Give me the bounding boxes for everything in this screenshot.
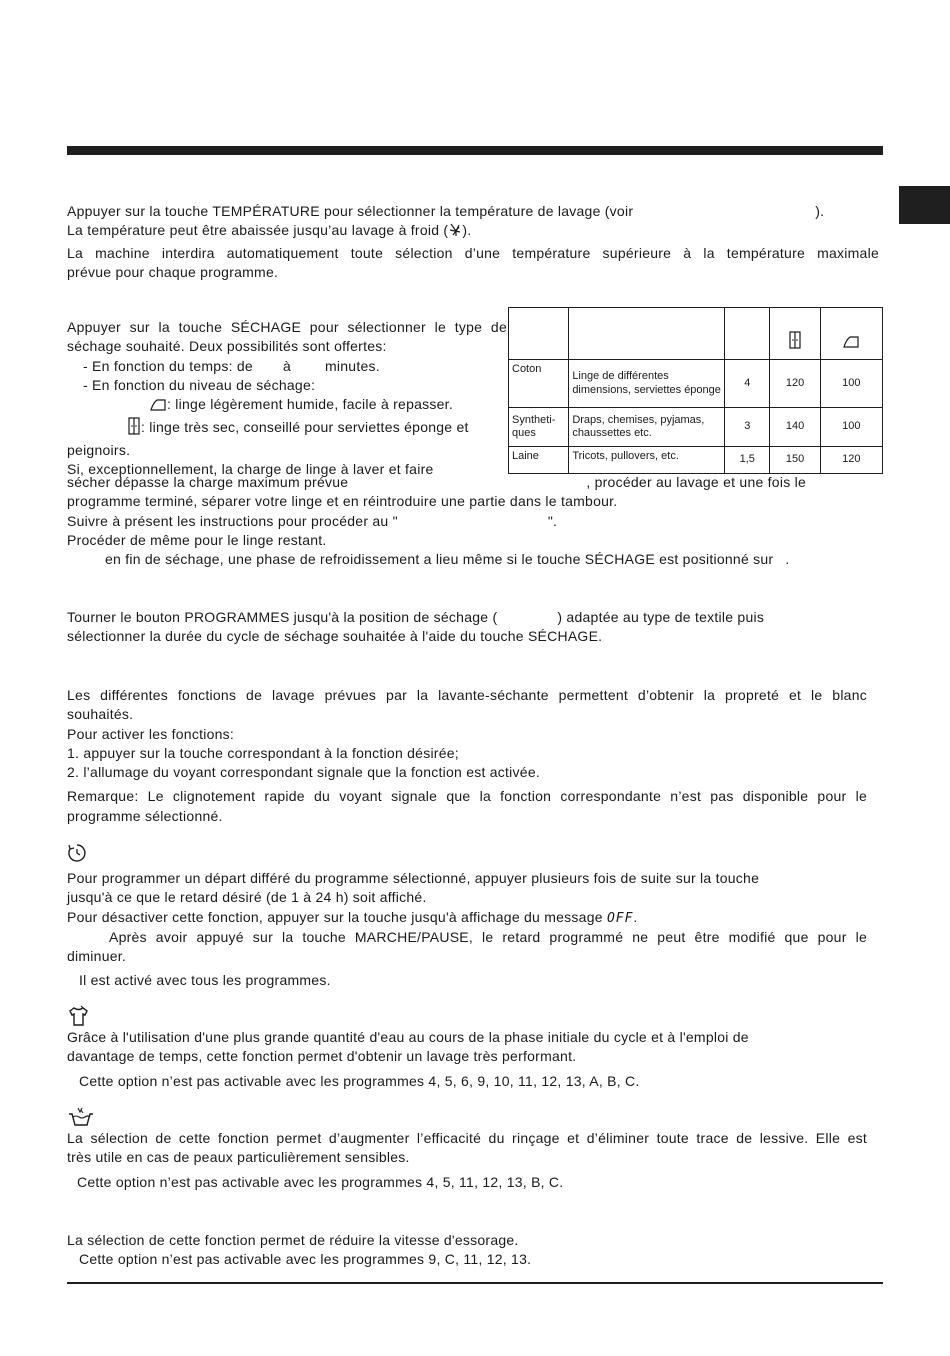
dry-only-line-2: sélectionner la durée du cycle de séchage souhaitée à l'aide du touche SÉCHAGE. xyxy=(67,628,603,645)
super-wash-section xyxy=(67,1028,867,1091)
fabric-cell: Syntheti-ques xyxy=(509,408,569,447)
header-rule xyxy=(67,146,883,155)
table-row xyxy=(509,447,883,474)
spin-section xyxy=(67,1231,867,1270)
drying-line-1: Appuyer sur la touche SÉCHAGE pour sélectionner le type de xyxy=(67,319,507,335)
drying-excess-line-2: sécher dépasse la charge maximum prévue , procéder au lavage et une fois le xyxy=(67,474,806,490)
load-cell: 3 xyxy=(725,408,770,447)
functions-line-1: Les différentes fonctions de lavage prévues par la lavante-séchante permettent d’obtenir la propreté et le blanc xyxy=(67,687,867,703)
header-cell xyxy=(509,308,569,360)
language-tab-marker xyxy=(899,186,950,224)
drying-option-level: - En fonction du niveau de séchage: xyxy=(83,376,316,393)
extra-rinse-section xyxy=(67,1129,867,1192)
header-cell xyxy=(569,308,725,360)
fabric-cell: Coton xyxy=(509,360,569,408)
delay-line-4: Après avoir appuyé sur la touche MARCHE/PAUSE, le retard programmé ne peut être modifié que pour le xyxy=(109,928,867,945)
cold-wash-icon xyxy=(448,223,462,243)
drying-section xyxy=(67,318,507,479)
delay-line-3: Pour désactiver cette fonction, appuyer sur la touche jusqu'à affichage du message OFF. xyxy=(67,908,638,926)
drying-note-line: en fin de séchage, une phase de refroidissement a lieu même si le touche SÉCHAGE est positionné sur . xyxy=(105,551,790,568)
functions-step-2: 2. l’allumage du voyant correspondant signale que la fonction est activée. xyxy=(67,764,541,781)
temperature-line-2: La température peut être abaissée jusqu’au lavage à froid ( ). xyxy=(67,221,879,243)
very-dry-cell: 150 xyxy=(770,447,820,474)
temperature-line-4: prévue pour chaque programme. xyxy=(67,263,279,280)
extra-rinse-note: Cette option n’est pas activable avec les programmes 4, 5, 11, 12, 13, B, C. xyxy=(77,1173,564,1190)
table-header-row xyxy=(509,308,883,360)
functions-line-3: Pour activer les fonctions: xyxy=(67,725,235,742)
extra-rinse-line-2: très utile en cas de peaux particulièrement sensibles. xyxy=(67,1149,410,1166)
drying-section-continued xyxy=(67,473,857,569)
dry-only-section xyxy=(67,608,837,647)
drying-line-2: séchage souhaité. Deux possibilités sont offertes: xyxy=(67,338,387,355)
very-dry-cell: 120 xyxy=(770,360,820,408)
iron-dry-icon xyxy=(149,398,167,417)
delay-line-1: Pour programmer un départ différé du programme sélectionné, appuyer plusieurs fois de suite sur la touche xyxy=(67,870,760,886)
functions-line-2: souhaités. xyxy=(67,706,134,723)
super-wash-line-2: davantage de temps, cette fonction permet d'obtenir un lavage très performant. xyxy=(67,1048,577,1065)
items-cell: Linge de différentes dimensions, serviettes éponge xyxy=(569,360,725,408)
temperature-section xyxy=(67,202,879,282)
functions-remark-line-1: Remarque: Le clignotement rapide du voyant signale que la fonction correspondante n’est pas disponible pour le xyxy=(67,788,867,805)
table-row xyxy=(509,408,883,447)
drying-excess-line-1: Si, exceptionnellement, la charge de linge à laver et faire xyxy=(67,461,434,478)
table-row xyxy=(509,360,883,408)
functions-section xyxy=(67,686,867,826)
delay-line-5: diminuer. xyxy=(67,948,127,965)
drying-level-very-dry: : linge très sec, conseillé pour serviettes éponge et xyxy=(67,417,507,440)
temperature-line-1: Appuyer sur la touche TEMPÉRATURE pour sélectionner la température de lavage (voir ). xyxy=(67,203,825,219)
header-iron-dry xyxy=(820,308,882,360)
items-cell: Tricots, pullovers, etc. xyxy=(569,447,725,474)
temperature-line-3: La machine interdira automatiquement toute sélection d’une température supérieure à la température maximale xyxy=(67,244,879,261)
dry-only-line-1: Tourner le bouton PROGRAMMES jusqu'à la position de séchage ( ) adaptée au type de textile puis xyxy=(67,609,765,625)
delay-line-6: Il est activé avec tous les programmes. xyxy=(79,972,331,989)
footer-rule xyxy=(67,1282,883,1284)
functions-remark-line-2: programme sélectionné. xyxy=(67,807,223,824)
load-cell: 1,5 xyxy=(725,447,770,474)
header-very-dry xyxy=(770,308,820,360)
functions-step-1: 1. appuyer sur la touche correspondant à la fonction désirée; xyxy=(67,744,459,761)
super-wash-note: Cette option n’est pas activable avec les programmes 4, 5, 6, 9, 10, 11, 12, 13, A, B, C. xyxy=(79,1072,640,1089)
drying-level-iron: : linge légèrement humide, facile à repasser. xyxy=(67,395,507,417)
iron-dry-cell: 100 xyxy=(820,360,882,408)
fabric-cell: Laine xyxy=(509,447,569,474)
drying-option-time: - En fonction du temps: de à minutes. xyxy=(83,357,380,374)
cupboard-dry-icon xyxy=(788,340,802,352)
extra-rinse-line-1: La sélection de cette fonction permet d’augmenter l’efficacité du rinçage et d’éliminer toute trace de lessive. Elle est xyxy=(67,1130,867,1146)
delay-timer-icon xyxy=(67,843,87,868)
spin-note: Cette option n’est pas activable avec les programmes 9, C, 11, 12, 13. xyxy=(79,1251,532,1268)
drying-rest-line: Procéder de même pour le linge restant. xyxy=(67,531,327,548)
iron-dry-cell: 120 xyxy=(820,447,882,474)
drying-follow-line: Suivre à présent les instructions pour procéder au " ". xyxy=(67,512,558,529)
spin-line-1: La sélection de cette fonction permet de réduire la vitesse d'essorage. xyxy=(67,1232,519,1248)
cupboard-dry-icon xyxy=(127,417,141,440)
load-cell: 4 xyxy=(725,360,770,408)
iron-dry-cell: 100 xyxy=(820,408,882,447)
iron-dry-icon xyxy=(842,340,860,352)
very-dry-cell: 140 xyxy=(770,408,820,447)
header-cell xyxy=(725,308,770,360)
delay-section xyxy=(67,869,867,991)
drying-level-very-dry-cont: peignoirs. xyxy=(67,441,131,458)
super-wash-line-1: Grâce à l'utilisation d'une plus grande quantité d'eau au cours de la phase initiale du cycle et à l'emploi de xyxy=(67,1029,749,1045)
delay-line-2: jusqu'à ce que le retard désiré (de 1 à 24 h) soit affiché. xyxy=(67,889,427,906)
off-display-text: OFF xyxy=(606,910,634,926)
drying-excess-line-3: programme terminé, séparer votre linge et en réintroduire une partie dans le tambour. xyxy=(67,493,618,510)
items-cell: Draps, chemises, pyjamas, chaussettes etc. xyxy=(569,408,725,447)
drying-time-table xyxy=(508,307,883,474)
